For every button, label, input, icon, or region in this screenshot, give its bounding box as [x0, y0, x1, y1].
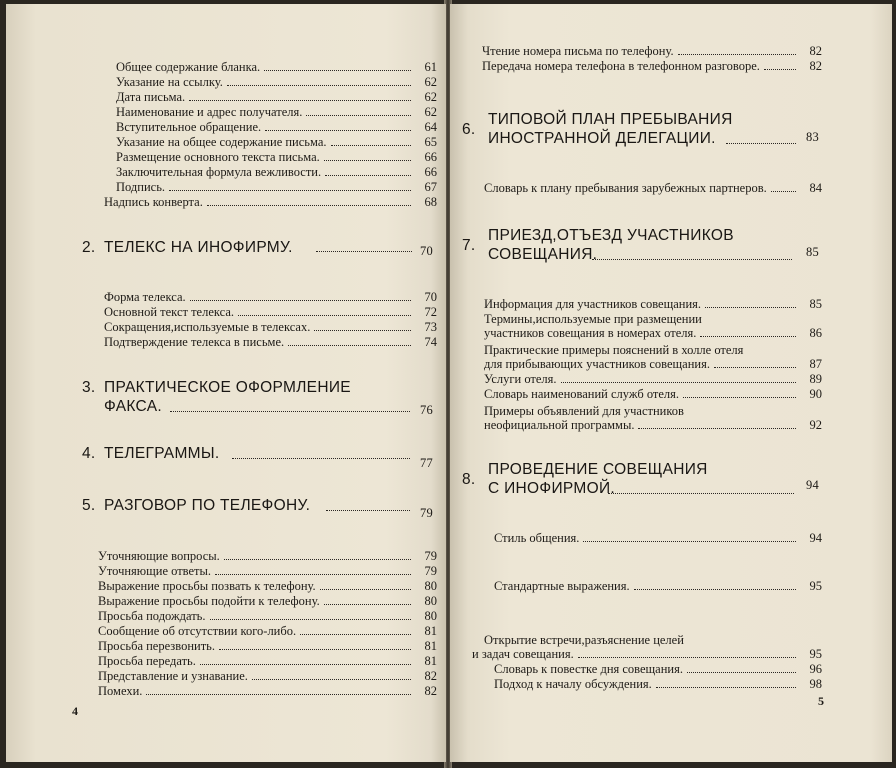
section-heading [462, 226, 842, 270]
toc-entry [98, 624, 437, 639]
section-title-line: ФАКСА. [104, 398, 162, 415]
section-title: ТЕЛЕКС НА ИНОФИРМУ. [104, 239, 293, 256]
toc-entry-label: Стиль общения. [494, 531, 580, 545]
toc-page-number: 92 [809, 418, 822, 432]
toc-entry [484, 418, 822, 433]
section-number: 5. [82, 497, 96, 514]
leader-dots [320, 589, 411, 590]
toc-entry-label: Словарь к плану пребывания зарубежных партнеров. [484, 181, 767, 195]
toc-entry-label: Сообщение об отсутствии кого-либо. [98, 624, 297, 638]
toc-entry-label: Общее содержание бланка. [116, 60, 261, 74]
toc-page-number: 80 [424, 609, 437, 623]
toc-page-number: 89 [809, 372, 822, 386]
toc-page-number: 70 [420, 244, 434, 258]
toc-page-number: 82 [809, 59, 822, 73]
section-title: ТЕЛЕГРАММЫ. [104, 445, 220, 462]
toc-entry-label: Размещение основного текста письма. [116, 150, 320, 164]
toc-page-number: 81 [424, 639, 437, 653]
toc-page-number: 81 [424, 654, 437, 668]
leader-dots [264, 70, 411, 71]
toc-page-number: 79 [424, 564, 437, 578]
toc-entry-label: Информация для участников совещания. [484, 297, 702, 311]
toc-entry-label: Примеры объявлений для участников [484, 404, 684, 418]
toc-entry [494, 662, 822, 677]
leader-dots [219, 649, 411, 650]
leader-dots [170, 411, 410, 412]
toc-entry-label: Словарь к повестке дня совещания. [494, 662, 683, 676]
toc-entry [104, 320, 437, 335]
toc-page-number: 82 [424, 669, 437, 683]
toc-entry-label: Подпись. [116, 180, 166, 194]
section-title-line: С ИНОФИРМОЙ. [488, 480, 615, 497]
leader-dots [238, 315, 411, 316]
page-number: 4 [72, 704, 78, 718]
toc-entry-label: Стандартные выражения. [494, 579, 630, 593]
toc-entry [116, 135, 437, 150]
toc-entry [116, 105, 437, 120]
leader-dots [700, 336, 796, 337]
toc-entry-line [484, 404, 822, 419]
leader-dots [726, 143, 796, 144]
toc-entry [104, 335, 437, 350]
toc-entry [98, 609, 437, 624]
toc-entry [494, 677, 822, 692]
right-page [450, 4, 892, 762]
toc-page-number: 87 [809, 357, 822, 371]
toc-entry-label: Форма телекса. [104, 290, 186, 304]
toc-entry-label: Вступительное обращение. [116, 120, 262, 134]
leader-dots [638, 428, 796, 429]
toc-page-number: 62 [424, 75, 437, 89]
toc-entry [98, 684, 437, 699]
toc-entry [116, 90, 437, 105]
leader-dots [265, 130, 411, 131]
toc-entry [472, 647, 822, 662]
toc-entry-label: Указание на ссылку. [116, 75, 223, 89]
toc-page-number: 65 [424, 135, 437, 149]
toc-entry-label: Основной текст телекса. [104, 305, 235, 319]
toc-entry [484, 387, 822, 402]
toc-entry [98, 579, 437, 594]
toc-entry [98, 639, 437, 654]
toc-entry-label: и задач совещания. [472, 647, 574, 661]
leader-dots [288, 345, 411, 346]
leader-dots [325, 175, 411, 176]
toc-entry [104, 305, 437, 320]
leader-dots [561, 382, 796, 383]
toc-entry-label: Уточняющие вопросы. [98, 549, 220, 563]
toc-entry-label: неофициальной программы. [484, 418, 635, 432]
toc-entry [484, 181, 822, 196]
toc-page-number: 67 [424, 180, 437, 194]
leader-dots [324, 604, 411, 605]
toc-page-number: 82 [809, 44, 822, 58]
toc-entry-label: Надпись конверта. [104, 195, 203, 209]
leader-dots [210, 619, 411, 620]
leader-dots [224, 559, 411, 560]
toc-page-number: 72 [424, 305, 437, 319]
toc-page-number: 61 [424, 60, 437, 74]
leader-dots [771, 191, 796, 192]
section-title-line: ИНОСТРАННОЙ ДЕЛЕГАЦИИ. [488, 130, 716, 147]
leader-dots [316, 251, 412, 252]
toc-page-number: 95 [809, 579, 822, 593]
toc-entry [482, 44, 822, 59]
leader-dots [189, 100, 411, 101]
toc-page-number: 86 [809, 326, 822, 340]
toc-entry [116, 60, 437, 75]
leader-dots [583, 541, 796, 542]
toc-page-number: 84 [809, 181, 822, 195]
toc-entry [484, 357, 822, 372]
toc-page-number: 85 [809, 297, 822, 311]
leader-dots [578, 657, 796, 658]
leader-dots [252, 679, 411, 680]
toc-entry [116, 150, 437, 165]
leader-dots [592, 259, 792, 260]
toc-page-number: 79 [424, 549, 437, 563]
toc-entry [104, 195, 437, 210]
leader-dots [306, 115, 411, 116]
toc-entry [482, 59, 822, 74]
toc-entry [116, 75, 437, 90]
leader-dots [169, 190, 411, 191]
toc-entry [116, 165, 437, 180]
toc-entry-label: Помехи. [98, 684, 143, 698]
leader-dots [687, 672, 796, 673]
toc-page-number: 79 [420, 506, 434, 520]
leader-dots [146, 694, 411, 695]
leader-dots [678, 54, 796, 55]
section-number: 8. [462, 471, 476, 488]
toc-entry-label: Подтверждение телекса в письме. [104, 335, 285, 349]
leader-dots [714, 367, 796, 368]
leader-dots [314, 330, 411, 331]
toc-page-number: 83 [806, 130, 820, 144]
section-heading [82, 444, 442, 470]
toc-page-number: 90 [809, 387, 822, 401]
section-title-line: ПРИЕЗД,ОТЪЕЗД УЧАСТНИКОВ [488, 227, 734, 244]
toc-page-number: 95 [809, 647, 822, 661]
toc-entry-label: Указание на общее содержание письма. [116, 135, 327, 149]
section-number: 2. [82, 239, 96, 256]
section-title-line: ТИПОВОЙ ПЛАН ПРЕБЫВАНИЯ [488, 111, 733, 128]
section-title-line: ПРОВЕДЕНИЕ СОВЕЩАНИЯ [488, 461, 708, 478]
toc-entry [98, 594, 437, 609]
page-number: 5 [818, 694, 824, 708]
toc-page-number: 76 [420, 403, 434, 417]
leader-dots [215, 574, 411, 575]
leader-dots [190, 300, 411, 301]
toc-page-number: 94 [806, 478, 820, 492]
leader-dots [227, 85, 411, 86]
left-page [6, 4, 446, 762]
toc-entry-line [484, 312, 822, 327]
toc-entry-line [484, 343, 822, 358]
toc-page-number: 81 [424, 624, 437, 638]
toc-entry [484, 326, 822, 341]
section-heading [82, 238, 442, 260]
leader-dots [331, 145, 412, 146]
toc-entry [494, 531, 822, 546]
section-heading [82, 496, 442, 518]
leader-dots [232, 458, 410, 459]
toc-page-number: 62 [424, 90, 437, 104]
leader-dots [656, 687, 796, 688]
leader-dots [764, 69, 796, 70]
section-heading [82, 378, 442, 422]
toc-entry [484, 372, 822, 387]
leader-dots [326, 510, 410, 511]
toc-page-number: 66 [424, 150, 437, 164]
leader-dots [200, 664, 411, 665]
toc-entry [98, 549, 437, 564]
toc-page-number: 66 [424, 165, 437, 179]
toc-entry-label: Выражение просьбы подойти к телефону. [98, 594, 320, 608]
toc-entry-label: Просьба перезвонить. [98, 639, 215, 653]
toc-entry-label: Заключительная формула вежливости. [116, 165, 322, 179]
toc-page-number: 85 [806, 245, 820, 259]
leader-dots [207, 205, 411, 206]
toc-page-number: 64 [424, 120, 437, 134]
toc-page-number: 94 [809, 531, 822, 545]
toc-page-number: 80 [424, 594, 437, 608]
toc-entry [104, 290, 437, 305]
toc-entry-label: Практические примеры пояснений в холле отеля [484, 343, 744, 357]
leader-dots [608, 493, 794, 494]
toc-entry [484, 297, 822, 312]
toc-entry-label: Просьба подождать. [98, 609, 206, 623]
leader-dots [300, 634, 411, 635]
toc-page-number: 77 [420, 456, 434, 470]
toc-entry-label: Передача номера телефона в телефонном разговоре. [482, 59, 760, 73]
toc-page-number: 73 [424, 320, 437, 334]
leader-dots [683, 397, 796, 398]
leader-dots [634, 589, 796, 590]
toc-entry-label: Уточняющие ответы. [98, 564, 212, 578]
toc-page-number: 96 [809, 662, 822, 676]
toc-entry-label: для прибывающих участников совещания. [484, 357, 710, 371]
toc-page-number: 68 [424, 195, 437, 209]
toc-entry-label: Открытие встречи,разъяснение целей [484, 633, 684, 647]
toc-entry-line [484, 633, 822, 648]
toc-page-number: 70 [424, 290, 437, 304]
toc-entry [98, 654, 437, 669]
toc-page-number: 82 [424, 684, 437, 698]
toc-entry [98, 669, 437, 684]
section-number: 3. [82, 379, 96, 396]
toc-entry [116, 120, 437, 135]
section-title-line: СОВЕЩАНИЯ. [488, 246, 598, 263]
toc-page-number: 98 [809, 677, 822, 691]
toc-entry-label: Просьба передать. [98, 654, 196, 668]
toc-entry-label: участников совещания в номерах отеля. [484, 326, 697, 340]
toc-entry-label: Представление и узнавание. [98, 669, 248, 683]
section-title: РАЗГОВОР ПО ТЕЛЕФОНУ. [104, 497, 311, 514]
toc-page-number: 74 [424, 335, 437, 349]
leader-dots [324, 160, 411, 161]
toc-entry-label: Сокращения,используемые в телексах. [104, 320, 311, 334]
toc-entry [116, 180, 437, 195]
toc-entry [98, 564, 437, 579]
toc-entry-label: Подход к началу обсуждения. [494, 677, 652, 691]
toc-entry-label: Выражение просьбы позвать к телефону. [98, 579, 316, 593]
toc-entry-label: Термины,используемые при размещении [484, 312, 702, 326]
toc-page-number: 62 [424, 105, 437, 119]
section-number: 7. [462, 237, 476, 254]
toc-entry-label: Чтение номера письма по телефону. [482, 44, 674, 58]
toc-entry-label: Словарь наименований служб отеля. [484, 387, 680, 401]
toc-entry-label: Услуги отеля. [484, 372, 557, 386]
leader-dots [705, 307, 796, 308]
toc-entry [494, 579, 822, 594]
section-number: 4. [82, 445, 96, 462]
section-number: 6. [462, 121, 476, 138]
section-heading [462, 110, 842, 154]
toc-page-number: 80 [424, 579, 437, 593]
section-heading [462, 460, 842, 504]
toc-entry-label: Наименование и адрес получателя. [116, 105, 303, 119]
section-title-line: ПРАКТИЧЕСКОЕ ОФОРМЛЕНИЕ [104, 379, 351, 396]
toc-entry-label: Дата письма. [116, 90, 186, 104]
